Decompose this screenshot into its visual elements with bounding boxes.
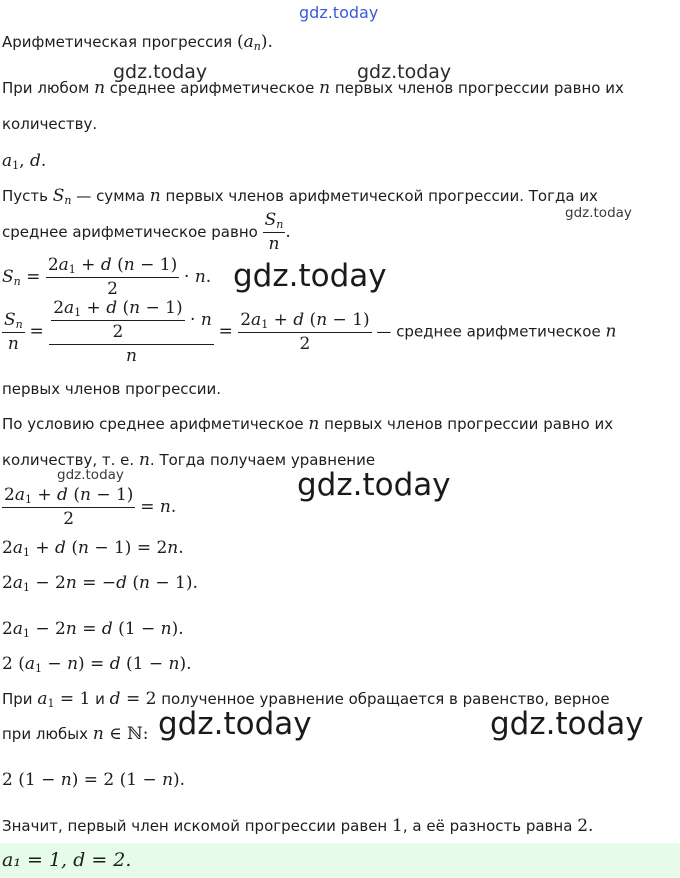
math: $(a_n)$. bbox=[236, 32, 273, 53]
text: — среднее арифметическое bbox=[376, 322, 601, 341]
condition-line bbox=[2, 78, 624, 98]
watermark-top: gdz.today bbox=[299, 3, 379, 22]
watermark: gdz.today bbox=[565, 205, 632, 221]
members-line bbox=[2, 380, 221, 398]
text: количеству. bbox=[2, 115, 98, 133]
text: первых членов прогрессии равно их bbox=[334, 79, 624, 97]
watermark: gdz.today bbox=[490, 706, 644, 742]
fraction: $\frac{2a_1 + d (n - 1)}{2}$ bbox=[240, 309, 370, 354]
text: , а её разность равна bbox=[402, 817, 573, 835]
equation-6: 2 (1 − n) = 2 (1 − n). bbox=[2, 770, 186, 790]
equation-4: $2a_1 - 2n = d$ (1 − n). bbox=[2, 619, 184, 640]
any-n-line bbox=[2, 724, 148, 744]
math: n bbox=[138, 450, 150, 470]
math: $S_n$ bbox=[52, 186, 72, 207]
text: количеству, т. е. bbox=[2, 451, 135, 469]
text: Пусть bbox=[2, 187, 48, 205]
math: d = 2 bbox=[109, 689, 157, 709]
watermark: gdz.today bbox=[233, 258, 387, 294]
mean-formula: $\frac{S_n}{n}$ = $\frac{2a_1 + d (n - 1)}{2}$ · n n = $\frac{2a_1 + d (n - 1)}{2}$ — среднее арифметическое n bbox=[4, 298, 617, 366]
text: первых членов арифметической прогрессии. Тогда их bbox=[165, 187, 598, 205]
math: 2. bbox=[577, 816, 594, 836]
sum-formula: $S_n$ = $\frac{2a_1 + d (n - 1)}{2}$ · n. bbox=[2, 255, 212, 300]
equation-2: $2a_1 + d$ (n − 1) = 2n. bbox=[2, 538, 184, 559]
fraction: $\frac{S_n}{n}$ bbox=[264, 210, 284, 255]
text: полученное уравнение обращается в равенство, верное bbox=[161, 690, 610, 708]
math: n bbox=[149, 186, 161, 206]
math: n bbox=[94, 78, 106, 98]
by-condition-line bbox=[2, 414, 613, 434]
fraction: $\frac{S_n}{n}$ bbox=[4, 309, 23, 354]
title: Арифметическая прогрессия bbox=[2, 33, 233, 51]
text: При любом bbox=[2, 79, 90, 97]
watermark: gdz.today bbox=[113, 61, 208, 83]
text: Значит, первый член искомой прогрессии равен bbox=[2, 817, 388, 835]
text: . Тогда получаем уравнение bbox=[149, 451, 376, 469]
text: среднее арифметическое равно bbox=[2, 222, 258, 241]
watermark: gdz.today bbox=[357, 61, 452, 83]
quantity-line bbox=[2, 450, 375, 470]
text: По условию среднее арифметическое bbox=[2, 415, 304, 433]
math: n bbox=[308, 414, 320, 434]
watermark: gdz.today bbox=[57, 467, 124, 483]
condition-line-2 bbox=[2, 115, 97, 133]
math: n bbox=[319, 78, 331, 98]
fraction: $\frac{2a_1 + d (n - 1)}{2}$ bbox=[47, 255, 178, 300]
equation-1: $\frac{2a_1 + d (n - 1)}{2}$ = n. bbox=[4, 485, 177, 530]
math: n ∈ ℕ: bbox=[92, 724, 149, 744]
mean-line: среднее арифметическое равно $\frac{S_n}{n}$ . bbox=[2, 210, 291, 255]
conclusion-line bbox=[2, 816, 593, 836]
math: n bbox=[605, 321, 617, 342]
watermark: gdz.today bbox=[297, 467, 451, 503]
math: 1 bbox=[392, 816, 403, 836]
math: $a_1 = 1$ bbox=[37, 689, 91, 710]
text: при любых bbox=[2, 725, 89, 743]
text: первых членов прогрессии равно их bbox=[324, 415, 614, 433]
text: среднее арифметическое bbox=[109, 79, 315, 97]
text: первых членов прогрессии. bbox=[2, 380, 222, 398]
fraction: $\frac{2a_1 + d (n - 1)}{2}$ bbox=[4, 485, 134, 530]
when-line bbox=[2, 689, 610, 710]
text: — сумма bbox=[76, 187, 146, 205]
let-line bbox=[2, 186, 598, 207]
answer-box bbox=[0, 843, 680, 878]
text: и bbox=[95, 690, 105, 708]
fraction: $\frac{2a_1 + d (n - 1)}{2}$ · n n bbox=[49, 298, 214, 366]
math: $a_1$, d. bbox=[2, 151, 47, 172]
unknowns-line bbox=[2, 151, 46, 172]
equation-5: 2 $(a_1 - n) = d$ (1 − n). bbox=[2, 654, 192, 675]
text: При bbox=[2, 690, 33, 708]
answer: a₁ = 1, d = 2. bbox=[2, 849, 132, 871]
title-line bbox=[2, 32, 273, 53]
watermark: gdz.today bbox=[158, 706, 312, 742]
equation-3: $2a_1 - 2n = -d$ (n − 1). bbox=[2, 573, 198, 594]
